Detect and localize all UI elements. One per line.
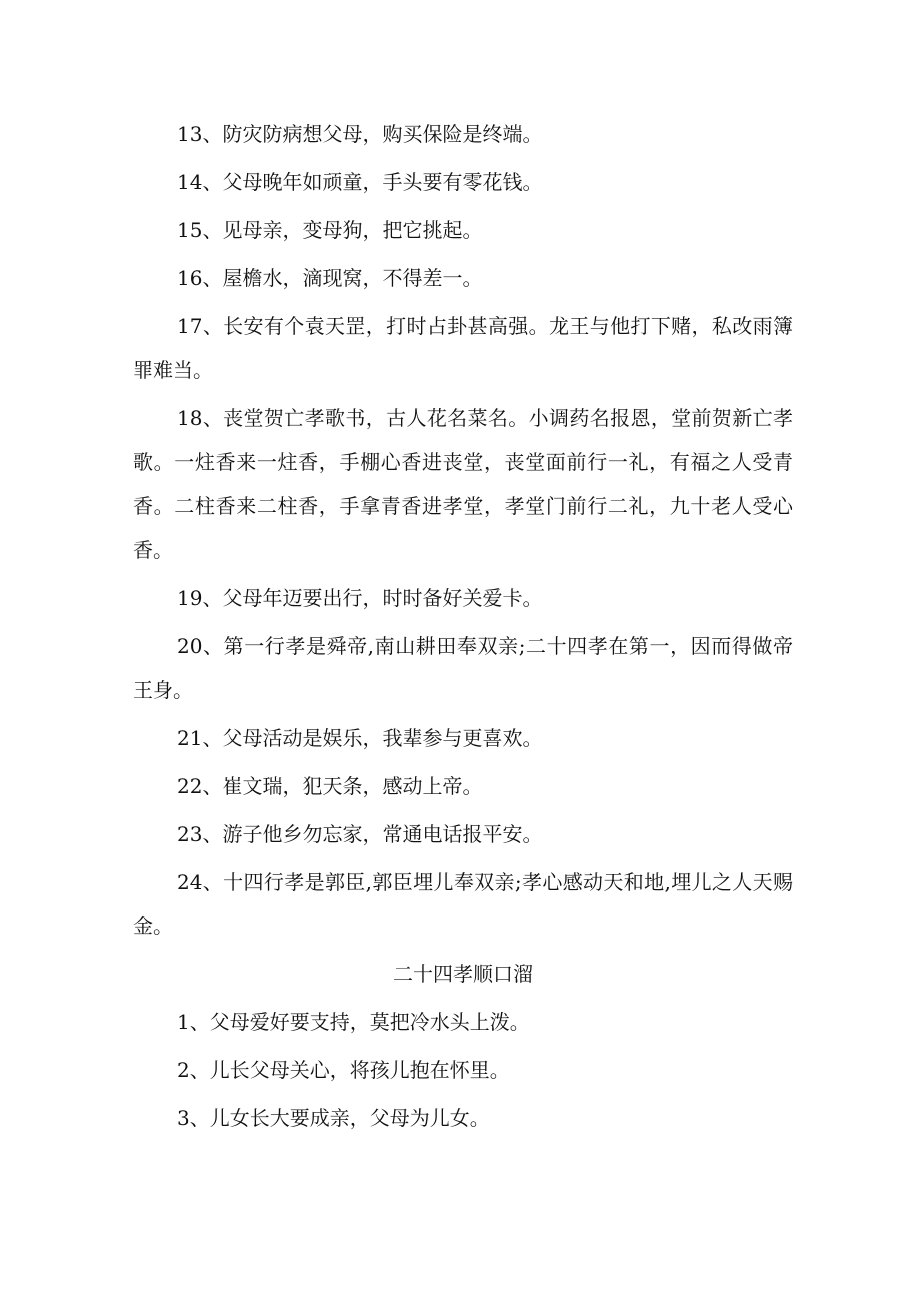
paragraph-20: 20、第一行孝是舜帝,南山耕田奉双亲;二十四孝在第一，因而得做帝王身。 bbox=[133, 634, 793, 702]
paragraph-23: 23、游子他乡勿忘家，常通电话报平安。 bbox=[177, 822, 543, 846]
paragraph-24: 24、十四行孝是郭臣,郭臣埋儿奉双亲;孝心感动天和地,埋儿之人天赐金。 bbox=[133, 870, 793, 938]
paragraph-19: 19、父母年迈要出行，时时备好关爱卡。 bbox=[177, 586, 543, 610]
section-heading: 二十四孝顺口溜 bbox=[393, 962, 533, 986]
paragraph-14: 14、父母晚年如顽童，手头要有零花钱。 bbox=[177, 170, 543, 194]
paragraph-22: 22、崔文瑞，犯天条，感动上帝。 bbox=[177, 774, 483, 798]
list-item-2: 2、儿长父母关心，将孩儿抱在怀里。 bbox=[177, 1058, 510, 1082]
paragraph-15: 15、见母亲，变母狗，把它挑起。 bbox=[177, 218, 483, 242]
paragraph-16: 16、屋檐水，滴现窝，不得差一。 bbox=[177, 266, 483, 290]
paragraph-18: 18、丧堂贺亡孝歌书，古人花名菜名。小调药名报恩，堂前贺新亡孝歌。一炷香来一炷香，手棚心香进丧堂，丧堂面前行一礼，有福之人受青香。二柱香来二柱香，手拿青香进孝堂，孝堂门前行二礼，九十老人受心香。 bbox=[133, 406, 793, 562]
paragraph-17: 17、长安有个袁天罡，打时占卦甚高强。龙王与他打下赌，私改雨簿罪难当。 bbox=[133, 314, 793, 382]
paragraph-13: 13、防灾防病想父母，购买保险是终端。 bbox=[177, 122, 543, 146]
list-item-3: 3、儿女长大要成亲，父母为儿女。 bbox=[177, 1106, 490, 1130]
list-item-1: 1、父母爱好要支持，莫把冷水头上泼。 bbox=[177, 1010, 530, 1034]
document-body bbox=[133, 112, 793, 1144]
paragraph-21: 21、父母活动是娱乐，我辈参与更喜欢。 bbox=[177, 726, 543, 750]
